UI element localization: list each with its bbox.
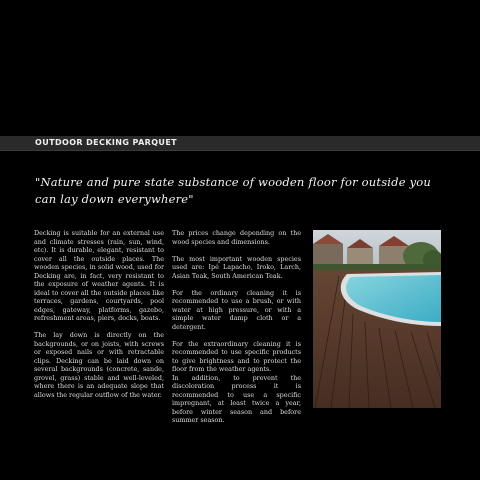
paragraph: In addition, to prevent the discoloration process it is recommended to use a specific impregnant, at least twice a year, before winter season and before summer season. bbox=[172, 373, 301, 424]
text-column-middle bbox=[172, 229, 301, 433]
paragraph: The most important wooden species used are: Ipé Lapacho, Iroko, Larch, Asian Teak, South American Teak. bbox=[172, 254, 301, 280]
wooden-deck-pool-photo bbox=[313, 230, 441, 408]
paragraph: For the extraordinary cleaning it is recommended to use specific products to give brightness and to protect the floor from the weather agents. bbox=[172, 339, 301, 373]
paragraph: Decking is suitable for an external use and climate stresses (rain, sun, wind, etc). It is durable, elegant, resistant to cover all the outside places. The wooden species, in solid wood, used for Decking are, in fact, very resistant to the exposure of weather agents. It is ideal to cover all the outside places like terraces, gardens, courtyards, pool edges, gateway, platforms, gazebo, refreshment areas, piers, docks, boats. bbox=[34, 229, 164, 322]
paragraph: For the ordinary cleaning it is recommended to use a brush, or with water at high pressure, or with a simple water damp cloth or a detergent. bbox=[172, 288, 301, 331]
paragraph: The lay down is directly on the backgrounds, or on joists, with screws or exposed nails or with retractable clips. Decking can be laid down on several backgrounds (concrete, sande, grovel, grass) stable and well-leveled, where there is an adequate slope that allows the regular outflow of the water. bbox=[34, 331, 164, 399]
pull-quote: "Nature and pure state substance of wooden floor for outside you can lay down everywhere" bbox=[35, 175, 432, 206]
section-title: OUTDOOR DECKING PARQUET bbox=[35, 138, 178, 147]
top-black-band bbox=[0, 0, 480, 136]
text-column-left bbox=[34, 229, 164, 408]
paragraph: The prices change depending on the wood species and dimensions. bbox=[172, 229, 301, 246]
